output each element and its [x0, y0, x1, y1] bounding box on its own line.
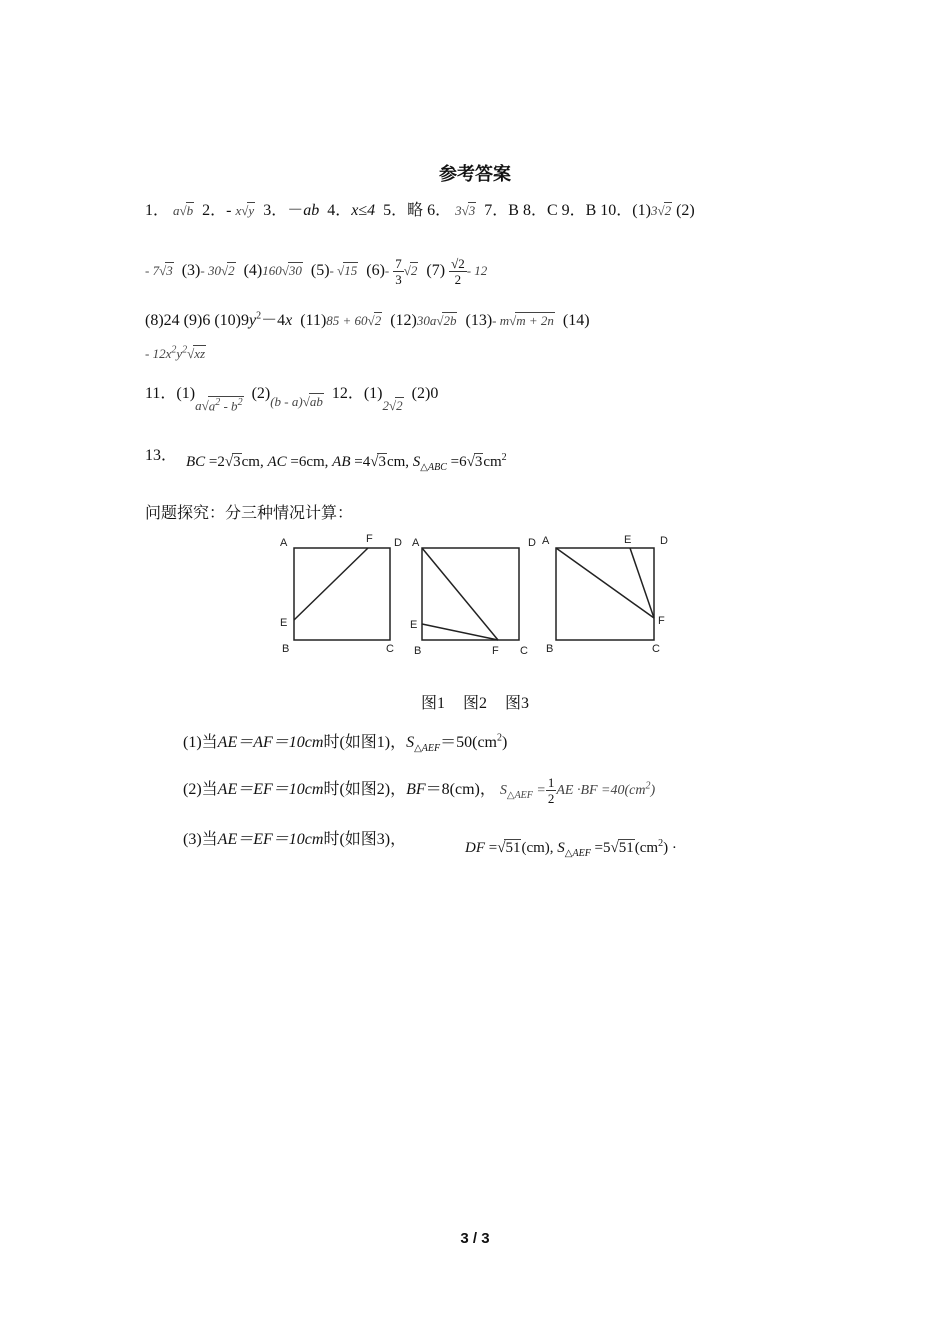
answer-line-4	[145, 345, 206, 363]
math-expr: 3√2	[650, 203, 672, 218]
math-expr: a√b	[173, 203, 194, 218]
geometry-figures	[270, 530, 690, 660]
answer-line-3: (8)24 (9)6 $(10)9y^2-4x$ (11)85 + 60√2 (12)30a√2b (13)- m√m + 2n (14)	[145, 310, 590, 329]
answer-line-2: - 7√3 (3)- 30√2 (4)160√30 (5)- √15 (6)- $\frac{7}{3}$ √2 (7) $\frac{√2}{2}$ - 12	[145, 256, 488, 287]
case-3-expr: DF =√51(cm), $S_{\triangle AEF} =5√51(cm^2)$ ·	[465, 838, 677, 859]
fig1-label-b: B	[282, 643, 290, 655]
case-3: (3)当AE＝EF＝10cm时(如图3)，	[183, 831, 407, 848]
fig1-label-c: C	[386, 643, 394, 655]
fig3-label-c: C	[652, 643, 660, 655]
math-expr: $S_{\triangle AEF}$ =	[499, 783, 546, 801]
math-expr: a√a2 - b2	[195, 396, 243, 413]
fig2-label-a: A	[412, 537, 420, 549]
math-expr: - 30√2	[200, 263, 235, 279]
math-expr: 3√3	[455, 203, 476, 218]
math-expr: - $12x^2y^2√xz$	[145, 345, 206, 362]
fraction: $\frac{√2}{2}$	[451, 256, 465, 287]
explore-heading: 问题探究：分三种情况计算：	[145, 505, 354, 522]
math-expr: 160√30	[262, 263, 302, 279]
fig1-label-f: F	[366, 533, 373, 545]
fig3-label-b: B	[546, 643, 554, 655]
math-expr: 85 + 60√2	[326, 313, 382, 328]
math-expr: (b - a)√ab	[270, 394, 323, 409]
answer-line-5: 11．$(1)_{a√a^2 - b^2}$ $(2)_{(b - a)√ab}$ 12．$(1)_{2√2}$ (2)0	[145, 385, 439, 413]
answer-line-1: 1． a√b 2．- x√y 3．－ab 4．x≤4 5．略 6． 3√3 7．B 8．C 9．B 10．(1)3√2 (2)	[145, 202, 695, 219]
math-expr: - √15	[329, 263, 358, 279]
math-expr: - m√m + 2n	[492, 313, 554, 328]
fig3-label-e: E	[624, 534, 632, 546]
case-2: (2)当AE＝EF＝10cm时(如图2)，BF＝8(cm)， $S_{\triangle AEF}$ = $\frac{1}{2}$ AE $\cdot BF =40(cm^2)$	[183, 775, 656, 806]
case-1: (1)当AE＝AF＝10cm时(如图1)，$S_{\triangle AEF}=50(cm^2)$	[183, 732, 508, 755]
fig1-label-d: D	[394, 537, 402, 549]
fig2-label-e: E	[410, 619, 418, 631]
answer-13-expr: BC =2√3cm, AC =6cm, AB =4√3cm, $S_{\triangle ABC} =6√3cm^2$	[186, 452, 507, 473]
fig2-label-f: F	[492, 645, 499, 657]
math-expr: 2√2	[382, 398, 403, 413]
fig3-label-d: D	[660, 535, 668, 547]
fig2-label-c: C	[520, 645, 528, 657]
fig1-label-e: E	[280, 617, 288, 629]
figure-3	[556, 548, 654, 640]
figure-1	[294, 548, 390, 640]
fraction: $\frac{1}{2}$	[547, 775, 555, 806]
figure-2	[422, 548, 519, 640]
fig3-label-f: F	[658, 615, 665, 627]
fig2-label-b: B	[414, 645, 422, 657]
fraction: $\frac{7}{3}$	[395, 256, 402, 287]
page-number: 3 / 3	[460, 1230, 490, 1247]
page-title: 参考答案	[439, 164, 511, 184]
fig3-label-a: A	[542, 535, 550, 547]
math-expr: x√y	[235, 203, 255, 218]
fig1-label-a: A	[280, 537, 288, 549]
answer-line-6: 13．	[145, 447, 178, 464]
figure-caption: 图1 图2 图3	[420, 695, 529, 712]
math-expr: 30a√2b	[416, 313, 457, 328]
fig2-label-d: D	[528, 537, 536, 549]
math-expr: - 7√3	[145, 263, 173, 279]
